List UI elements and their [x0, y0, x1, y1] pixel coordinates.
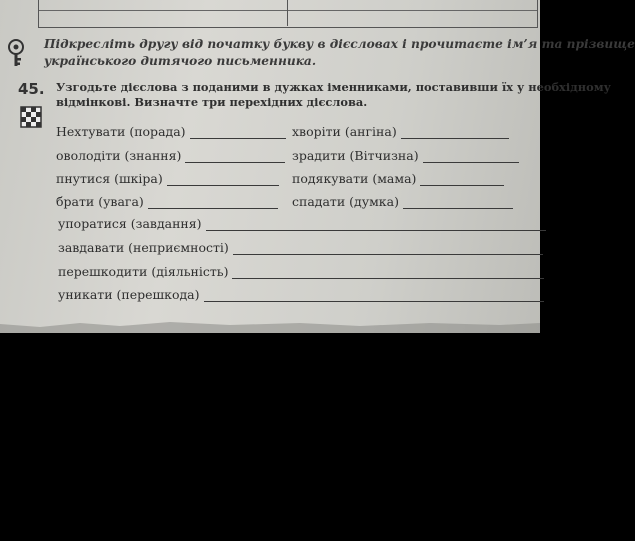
answer-blank [420, 175, 504, 186]
hint-line-2: українського дитячого письменника. [44, 54, 317, 68]
table-row-divider [39, 10, 537, 11]
answer-blank [401, 128, 509, 139]
item-text: уникати (перешкода) [58, 287, 200, 302]
black-background [0, 333, 540, 541]
item-text: зрадити (Вітчизна) [292, 148, 419, 163]
exercise-line-1: Узгодьте дієслова з поданими в дужках іменниками, поставивши їх у необхідному [56, 80, 611, 94]
hint-line-1: Підкресліть другу від початку букву в дієсловах і прочитаєте ім’я та прізвище [44, 37, 635, 51]
answer-blank [185, 152, 285, 163]
exercise-line-2: відмінкові. Визначте три перехідних дієслова. [56, 95, 368, 109]
left-item-1 [56, 124, 286, 139]
answer-blank [190, 128, 286, 139]
item-text: оволодіти (знання) [56, 148, 182, 163]
right-item-3 [292, 171, 504, 186]
full-item-3 [58, 264, 544, 279]
item-text: перешкодити (діяльність) [58, 264, 229, 279]
right-item-1 [292, 124, 509, 139]
right-item-4 [292, 194, 513, 209]
full-item-1 [58, 216, 546, 231]
item-text: пнутися (шкіра) [56, 171, 163, 186]
answer-blank [233, 244, 543, 255]
item-text: Нехтувати (порада) [56, 124, 186, 139]
item-text: завдавати (неприємності) [58, 240, 229, 255]
left-item-2 [56, 148, 285, 163]
item-text: подякувати (мама) [292, 171, 417, 186]
full-item-4 [58, 287, 544, 302]
full-item-2 [58, 240, 543, 255]
answer-blank [167, 175, 279, 186]
answer-blank [423, 152, 519, 163]
exercise-number: 45. [18, 80, 45, 98]
lightbulb-key-icon [4, 38, 28, 68]
left-item-4 [56, 194, 278, 209]
right-item-2 [292, 148, 519, 163]
exercise-instruction [56, 80, 611, 110]
puzzle-cube-icon [20, 106, 42, 128]
answer-blank [204, 291, 544, 302]
answer-blank [206, 220, 546, 231]
item-text: хворіти (ангіна) [292, 124, 397, 139]
left-item-3 [56, 171, 279, 186]
answer-blank [232, 268, 544, 279]
table-column-divider [287, 0, 288, 26]
item-text: упоратися (завдання) [58, 216, 202, 231]
previous-table-remnant [38, 0, 538, 28]
answer-blank [403, 198, 513, 209]
answer-blank [148, 198, 278, 209]
item-text: спадати (думка) [292, 194, 399, 209]
item-text: брати (увага) [56, 194, 144, 209]
hint-instruction [44, 36, 635, 70]
page-bottom-edge [0, 318, 540, 334]
